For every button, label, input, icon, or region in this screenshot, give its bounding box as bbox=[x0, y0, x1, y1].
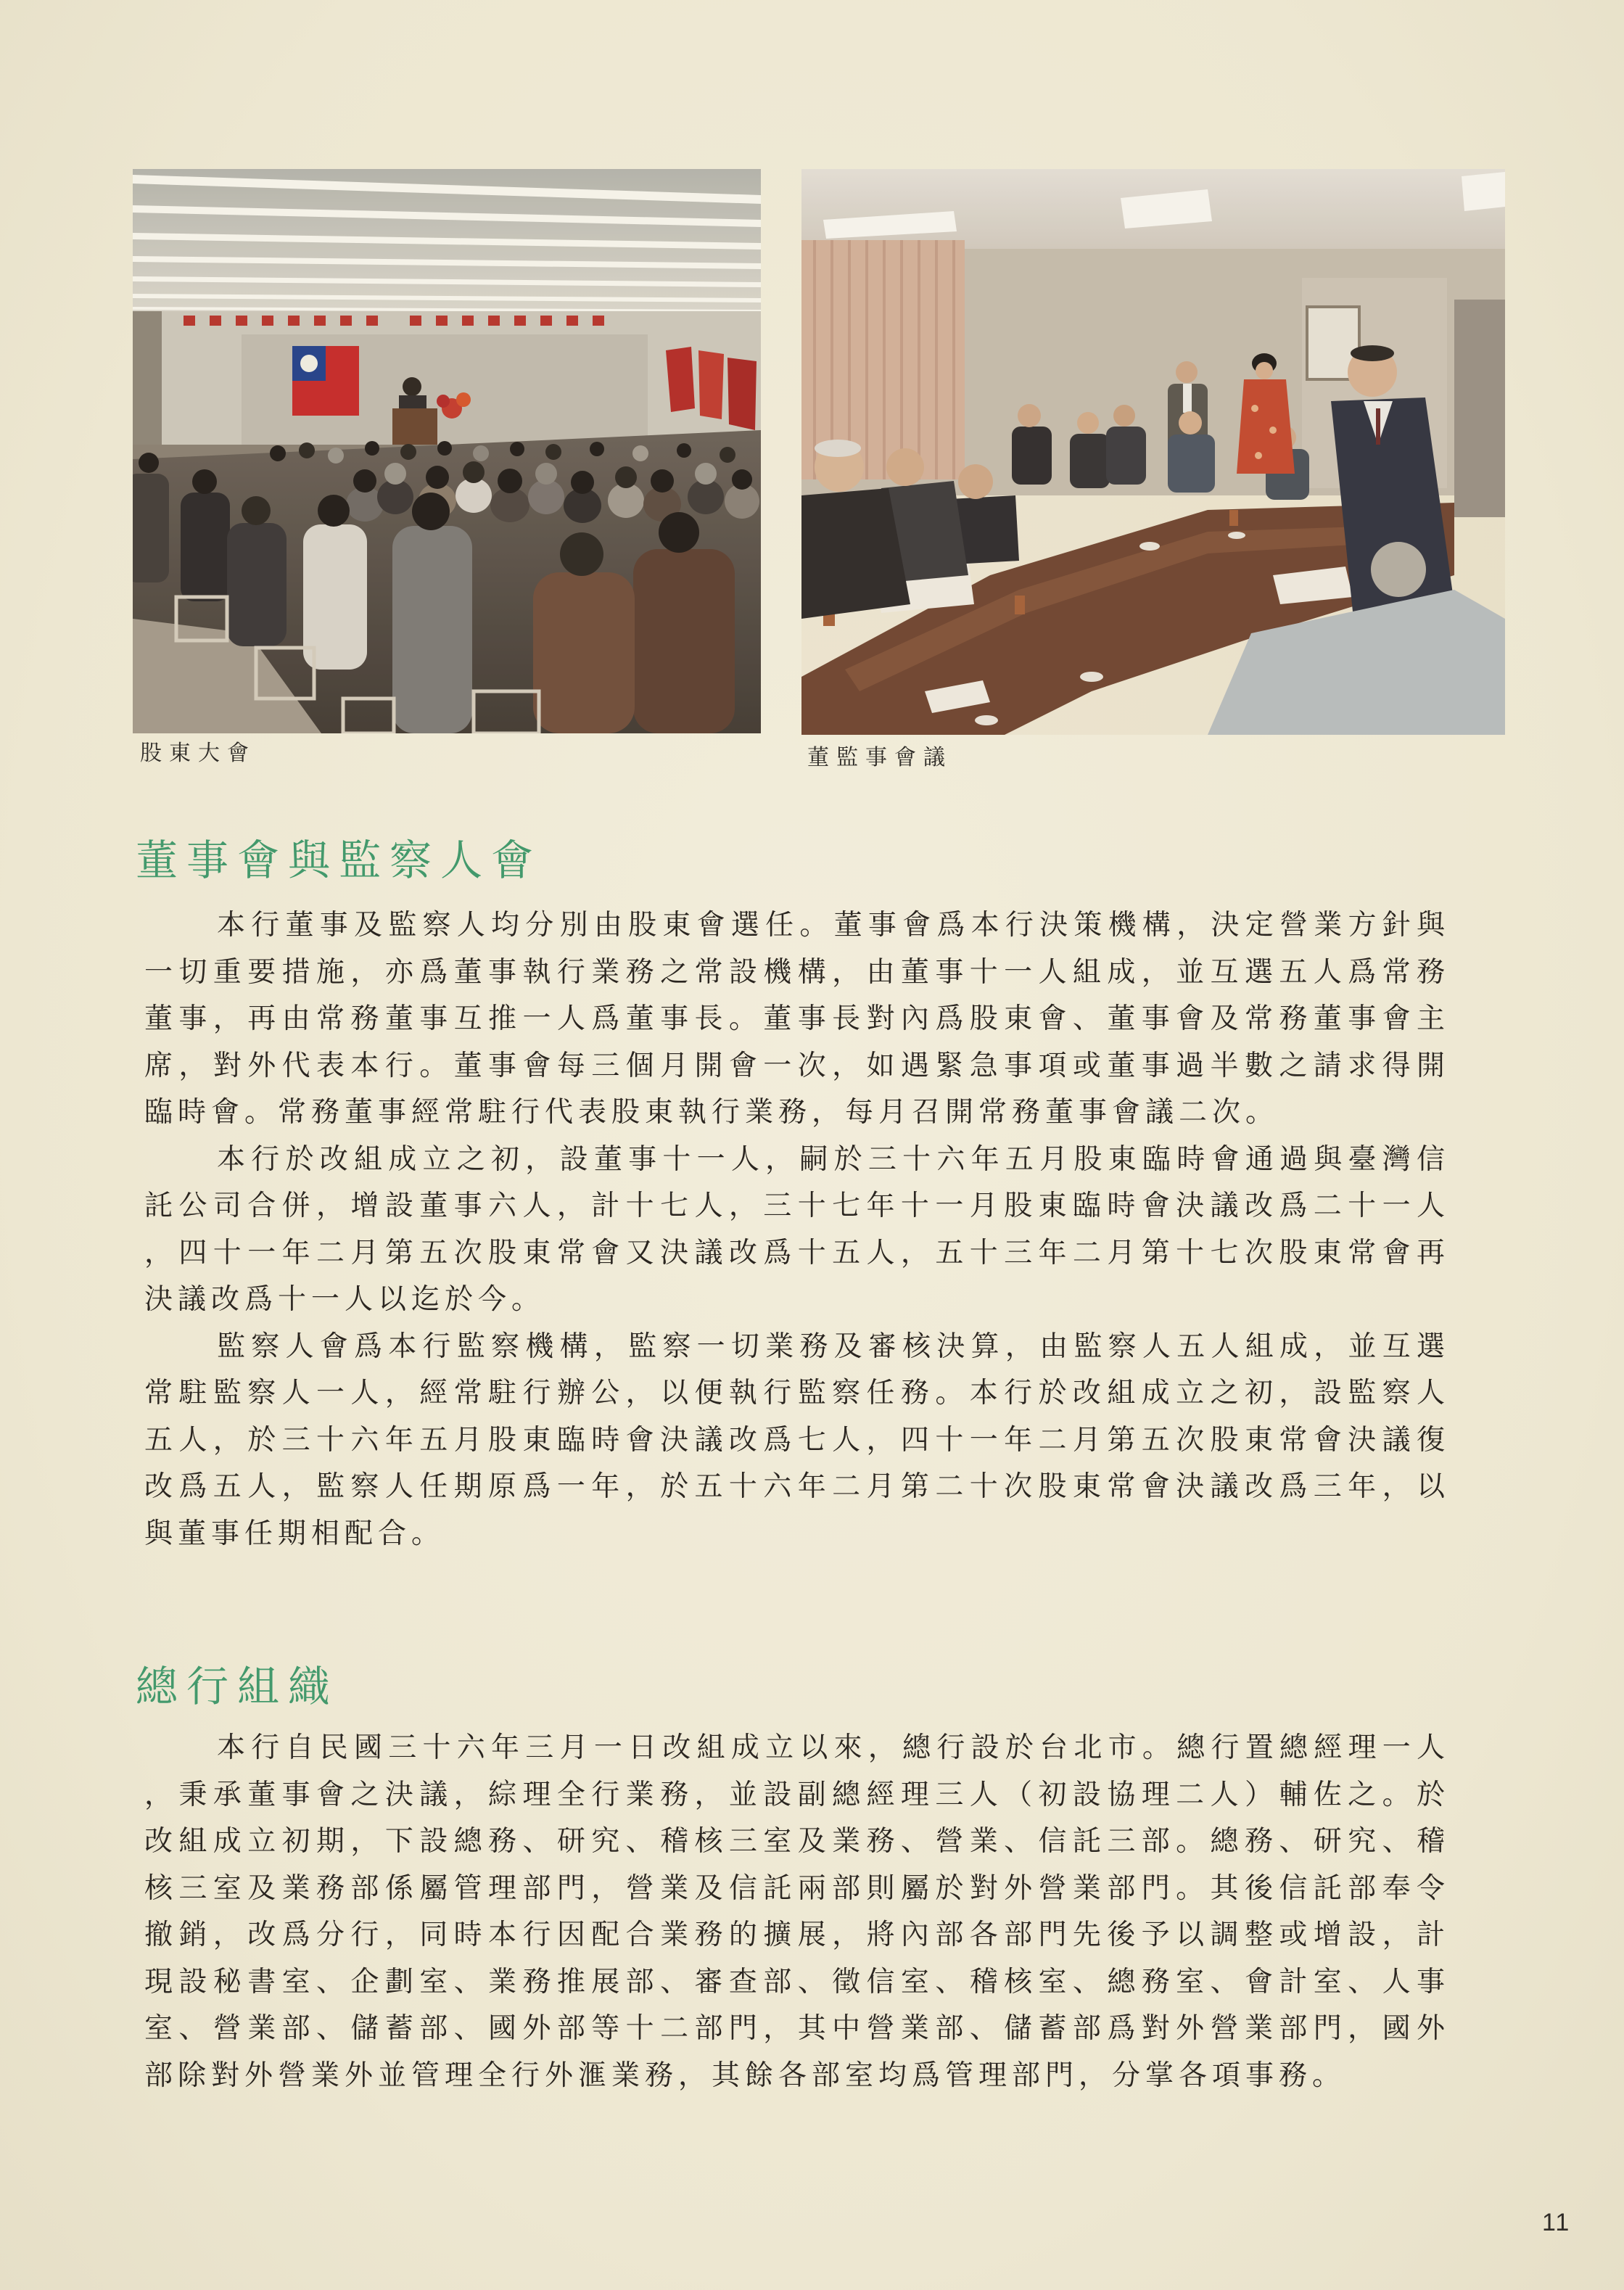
photo-tone bbox=[133, 169, 761, 733]
paragraph-line: 室、營業部、儲蓄部、國外部等十二部門，其中營業部、儲蓄部爲對外營業部門，國外 bbox=[144, 2012, 1450, 2045]
paragraph-line: 本行董事及監察人均分別由股東會選任。董事會爲本行決策機構，決定營業方針與 bbox=[217, 909, 1450, 942]
paragraph-line: 改爲五人，監察人任期原爲一年，於五十六年二月第二十次股東常會決議改爲三年，以 bbox=[144, 1470, 1450, 1503]
paragraph-line: 臨時會。常務董事經常駐行代表股東執行業務，每月召開常務董事會議二次。 bbox=[144, 1096, 1279, 1129]
paragraph-line: 一切重要措施，亦爲董事執行業務之常設機構，由董事十一人組成，並互選五人爲常務 bbox=[144, 955, 1450, 989]
paragraph-line: 部除對外營業外並管理全行外滙業務，其餘各部室均爲管理部門，分掌各項事務。 bbox=[144, 2059, 1346, 2092]
paragraph-line: 常駐監察人一人，經常駐行辦公，以便執行監察任務。本行於改組成立之初，設監察人 bbox=[144, 1377, 1450, 1409]
section-heading-head-office-organization: 總行組織 bbox=[136, 1662, 339, 1711]
paragraph-line: 撤銷，改爲分行，同時本行因配合業務的擴展，將內部各部門先後予以調整或增設，計 bbox=[144, 1919, 1450, 1951]
paragraph-line: 與董事任期相配合。 bbox=[144, 1517, 445, 1550]
photo-tone bbox=[801, 169, 1505, 735]
paragraph-line: 核三室及業務部係屬管理部門，營業及信託兩部則屬於對外營業部門。其後信託部奉令 bbox=[144, 1871, 1450, 1905]
paragraph-line: 董事，再由常務董事互推一人爲董事長。董事長對內爲股東會、董事會及常務董事會主 bbox=[144, 1002, 1450, 1035]
section-heading-board-and-supervisors: 董事會與監察人會 bbox=[136, 836, 543, 885]
photo-caption-board-meeting: 董監事會議 bbox=[807, 745, 952, 770]
paragraph-line: 五人，於三十六年五月股東臨時會決議改爲七人，四十一年二月第五次股東常會決議復 bbox=[144, 1423, 1450, 1457]
paragraph-line: 決議改爲十一人以迄於今。 bbox=[144, 1283, 545, 1316]
paragraph-line: 改組成立初期，下設總務、研究、稽核三室及業務、營業、信託三部。總務、研究、稽 bbox=[144, 1825, 1450, 1858]
paragraph-line: 監察人會爲本行監察機構，監察一切業務及審核決算，由監察人五人組成，並互選 bbox=[217, 1330, 1450, 1363]
page-number: 11 bbox=[1542, 2209, 1571, 2236]
paragraph-line: 本行自民國三十六年三月一日改組成立以來，總行設於台北市。總行置總經理一人 bbox=[217, 1731, 1450, 1764]
paragraph-line: ，四十一年二月第五次股東常會又決議改爲十五人，五十三年二月第十七次股東常會再 bbox=[144, 1236, 1450, 1269]
section-body-head-office-organization bbox=[144, 1725, 1450, 2099]
paragraph-line: 本行於改組成立之初，設董事十一人，嗣於三十六年五月股東臨時會通過與臺灣信 bbox=[217, 1142, 1450, 1176]
photo-caption-shareholders-meeting: 股東大會 bbox=[140, 741, 256, 766]
paragraph-line: 席，對外代表本行。董事會每三個月開會一次，如遇緊急事項或董事過半數之請求得開 bbox=[144, 1049, 1450, 1082]
section-body-board-and-supervisors bbox=[144, 902, 1450, 1557]
shareholders-meeting-photo bbox=[133, 169, 761, 733]
paragraph-line: 現設秘書室、企劃室、業務推展部、審查部、徵信室、稽核室、總務室、會計室、人事 bbox=[144, 1965, 1450, 1998]
paragraph-line: ，秉承董事會之決議，綜理全行業務，並設副總經理三人（初設協理二人）輔佐之。於 bbox=[144, 1778, 1450, 1811]
board-meeting-photo bbox=[801, 169, 1505, 735]
paragraph-line: 託公司合併，增設董事六人，計十七人，三十七年十一月股東臨時會決議改爲二十一人 bbox=[144, 1190, 1450, 1222]
